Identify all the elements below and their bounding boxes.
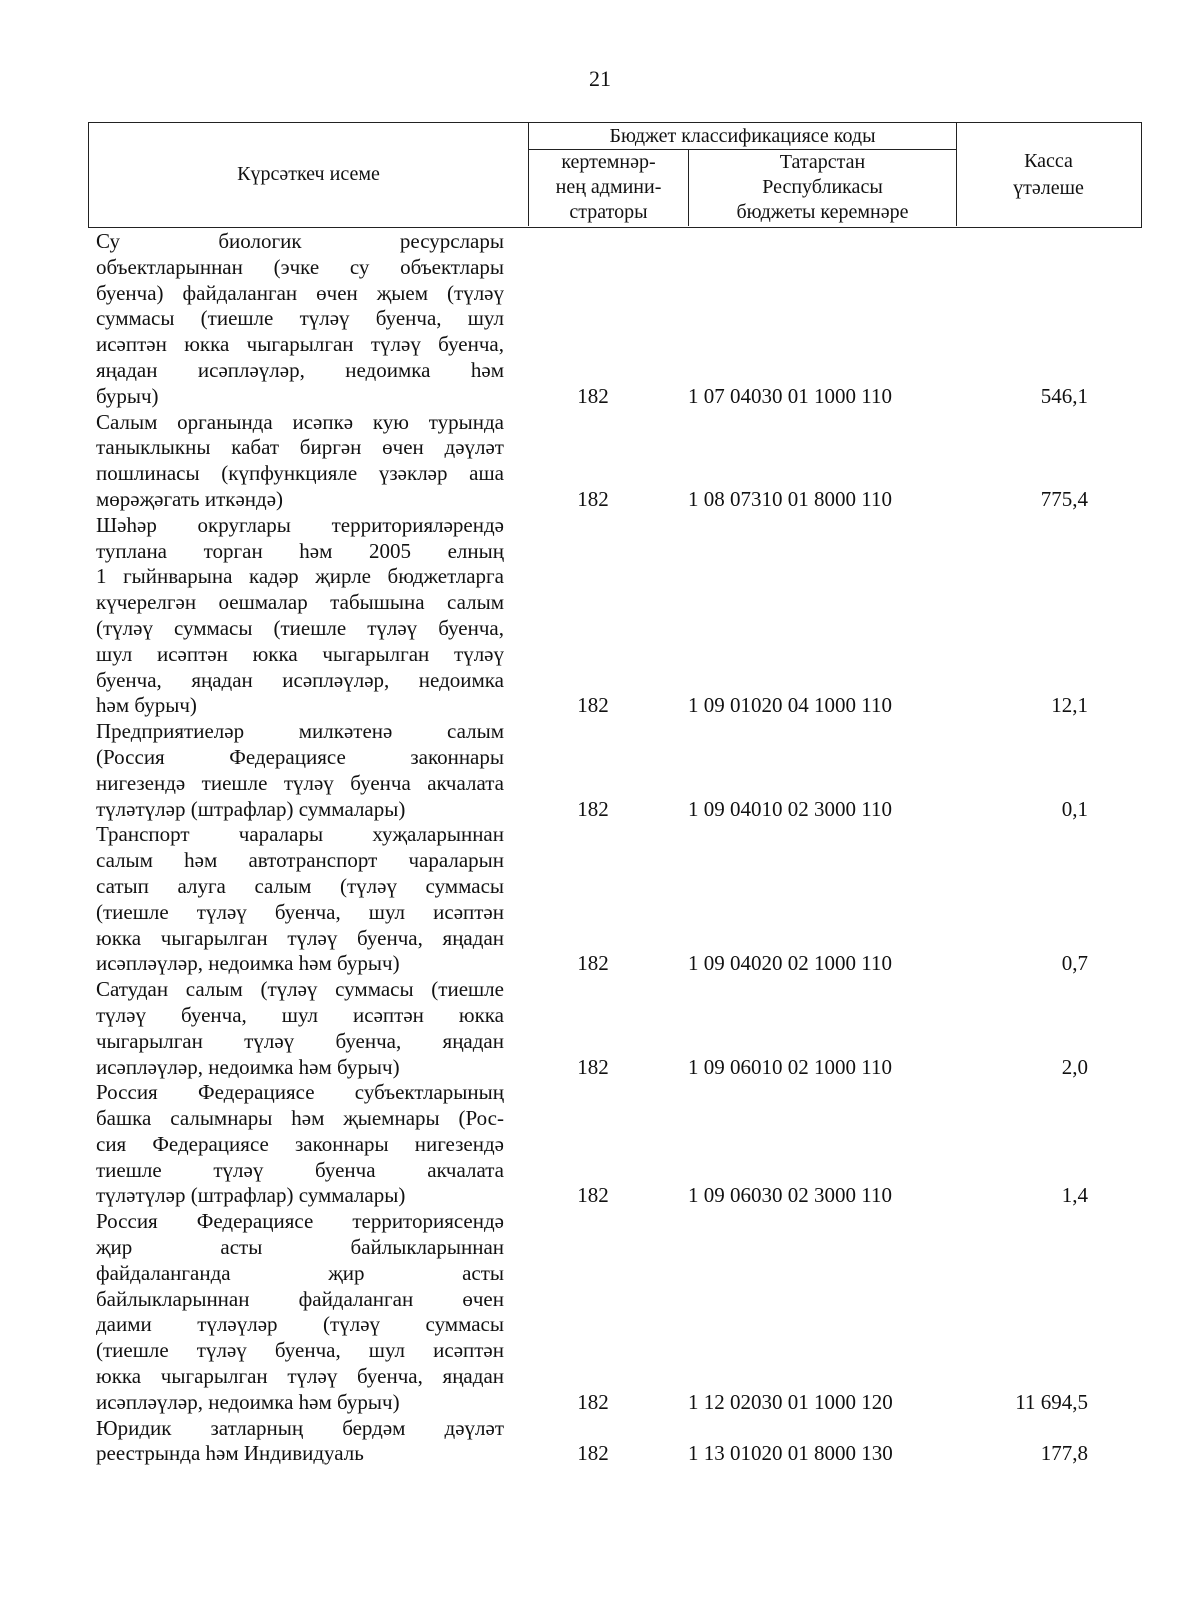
row-budget-code: 1 09 04020 02 1000 110 (688, 951, 892, 976)
row-amount: 775,4 (1040, 486, 1088, 511)
description-line: (тиешле түләү буенча, шул исәптән (96, 1338, 504, 1363)
description-line: Сатудан салым (түләү суммасы (тиешле (96, 977, 504, 1002)
description-line: Салым органында исәпкә кую турында (96, 409, 504, 434)
description-line: түләү буенча, шул исәптән юкка (96, 1002, 504, 1027)
row-budget-code: 1 09 01020 04 1000 110 (688, 693, 892, 718)
description-line: яңадан исәпләүләр, недоимка һәм (96, 357, 504, 382)
row-amount: 0,1 (1061, 796, 1088, 821)
description-line: Транспорт чаралары хуҗаларыннан (96, 822, 504, 847)
row-budget-code: 1 09 06010 02 1000 110 (688, 1054, 892, 1079)
row-admin-code: 182 (577, 693, 609, 718)
page-number: 21 (589, 66, 611, 91)
row-description (96, 977, 504, 1080)
row-amount: 12,1 (1051, 693, 1088, 718)
table-row (0, 822, 1200, 977)
description-line: исәптән юкка чыгарылган түләү буенча, (96, 332, 504, 357)
description-line: тиешле түләү буенча акчалата (96, 1157, 504, 1182)
description-line: буенча, яңадан исәпләүләр, недоимка (96, 667, 504, 692)
row-admin-code: 182 (577, 486, 609, 511)
description-line: Юридик затларның бердәм дәүләт (96, 1415, 504, 1440)
row-description (96, 513, 504, 719)
row-admin-code: 182 (577, 1054, 609, 1079)
table-row (0, 1416, 1200, 1468)
description-line: башка салымнары һәм җыемнары (Рос- (96, 1106, 504, 1131)
table-row (0, 1080, 1200, 1209)
header-indicator-name: Күрсәткеч исеме (89, 123, 529, 226)
row-budget-code: 1 13 01020 01 8000 130 (688, 1441, 893, 1466)
row-amount: 1,4 (1061, 1183, 1088, 1208)
table-row (0, 1209, 1200, 1415)
header-cash-column: Касса үтәлеше (1013, 149, 1084, 199)
description-line: таныклыкны кабат биргән өчен дәүләт (96, 435, 504, 460)
header-admin-column: кертемнәр- нең админи- страторы (529, 150, 689, 226)
row-amount: 2,0 (1061, 1054, 1088, 1079)
description-line: һәм бурыч) (96, 693, 197, 718)
description-line: исәпләүләр, недоимка һәм бурыч) (96, 951, 400, 976)
description-line: Россия Федерациясе территориясендә (96, 1209, 504, 1234)
row-amount: 177,8 (1040, 1441, 1088, 1466)
description-line: күчерелгән оешмалар табышына салым (96, 590, 504, 615)
row-budget-code: 1 09 06030 02 3000 110 (688, 1183, 892, 1208)
table-row (0, 977, 1200, 1080)
row-description (96, 1080, 504, 1209)
row-budget-code: 1 07 04030 01 1000 110 (688, 383, 892, 408)
table-body (0, 229, 1200, 1467)
description-line: Россия Федерациясе субъектларының (96, 1080, 504, 1105)
description-line: салым һәм автотранспорт чараларын (96, 848, 504, 873)
row-budget-code: 1 08 07310 01 8000 110 (688, 486, 892, 511)
description-line: юкка чыгарылган түләү буенча, яңадан (96, 1364, 504, 1389)
description-line: (түләү суммасы (тиешле түләү буенча, (96, 615, 504, 640)
description-line: туплана торган һәм 2005 елның (96, 538, 504, 563)
row-description (96, 822, 504, 977)
description-line: сатып алуга салым (түләү суммасы (96, 873, 504, 898)
row-description (96, 719, 504, 822)
table-row (0, 513, 1200, 719)
description-line: исәпләүләр, недоимка һәм бурыч) (96, 1389, 400, 1414)
row-budget-code: 1 12 02030 01 1000 120 (688, 1389, 893, 1414)
table-row (0, 410, 1200, 513)
description-line: бурыч) (96, 383, 159, 408)
description-line: пошлинасы (күпфункцияле үзәкләр аша (96, 461, 504, 486)
row-admin-code: 182 (577, 1389, 609, 1414)
description-line: Предприятиеләр милкәтенә салым (96, 719, 504, 744)
description-line: объектларыннан (эчке су объектлары (96, 254, 504, 279)
description-line: юкка чыгарылган түләү буенча, яңадан (96, 925, 504, 950)
row-budget-code: 1 09 04010 02 3000 110 (688, 796, 892, 821)
description-line: (Россия Федерациясе законнары (96, 744, 504, 769)
row-description (96, 1416, 504, 1468)
description-line: байлыкларыннан файдаланган өчен (96, 1286, 504, 1311)
row-admin-code: 182 (577, 796, 609, 821)
description-line: буенча) файдаланган өчен җыем (түләү (96, 280, 504, 305)
row-description (96, 229, 504, 410)
description-line: суммасы (тиешле түләү буенча, шул (96, 306, 504, 331)
description-line: Су биологик ресурслары (96, 229, 504, 253)
header-budget-code-group: Бюджет классификациясе коды (529, 123, 957, 150)
description-line: 1 гыйнварына кадәр җирле бюджетларга (96, 564, 504, 589)
row-admin-code: 182 (577, 383, 609, 408)
table-row (0, 229, 1200, 410)
description-line: чыгарылган түләү буенча, яңадан (96, 1028, 504, 1053)
header-revenue-column: Татарстан Республикасы бюджеты керемнәре (689, 150, 957, 226)
description-line: җир асты байлыкларыннан (96, 1235, 504, 1260)
description-line: нигезендә тиешле түләү буенча акчалата (96, 770, 504, 795)
description-line: түләтүләр (штрафлар) суммалары) (96, 796, 406, 821)
row-description (96, 1209, 504, 1415)
description-line: файдаланганда җир асты (96, 1260, 504, 1285)
row-admin-code: 182 (577, 1183, 609, 1208)
description-line: түләтүләр (штрафлар) суммалары) (96, 1183, 406, 1208)
description-line: исәпләүләр, недоимка һәм бурыч) (96, 1054, 400, 1079)
description-line: Шәһәр округлары территорияләрендә (96, 512, 504, 537)
description-line: мөрәҗәгать иткәндә) (96, 486, 284, 511)
row-description (96, 410, 504, 513)
row-amount: 11 694,5 (1015, 1389, 1088, 1414)
description-line: даими түләүләр (түләү суммасы (96, 1312, 504, 1337)
description-line: сия Федерациясе законнары нигезендә (96, 1131, 504, 1156)
description-line: шул исәптән юкка чыгарылган түләү (96, 641, 504, 666)
row-admin-code: 182 (577, 951, 609, 976)
description-line: (тиешле түләү буенча, шул исәптән (96, 899, 504, 924)
table-row (0, 719, 1200, 822)
row-amount: 0,7 (1061, 951, 1088, 976)
row-admin-code: 182 (577, 1441, 609, 1466)
description-line: реестрында һәм Индивидуаль (96, 1441, 364, 1466)
row-amount: 546,1 (1040, 383, 1088, 408)
table-header (88, 122, 1142, 228)
